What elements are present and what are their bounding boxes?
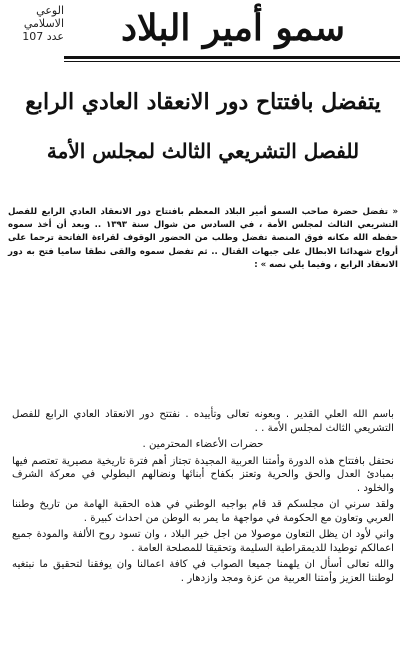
issue-label-line-1: الوعي <box>36 4 64 17</box>
masthead <box>64 0 400 62</box>
issue-label-line-3: عدد 107 <box>22 30 64 43</box>
masthead-rule-thin <box>64 61 400 62</box>
speech-salutation: حضرات الأعضاء المحترمين . <box>142 439 264 450</box>
headline: يتفضل بافتتاح دور الانعقاد العادي الرابع <box>25 89 381 115</box>
issue-label <box>2 4 64 43</box>
speech-paragraph-6: والله تعالى أسأل ان يلهمنا جميعا الصواب في كافة اعمالنا وان يوفقنا لتحقيق ما نبتغيه لوطننا العزيز وأمتنا العربية من عزة ومجد وازدهار . <box>12 559 394 584</box>
masthead-rule-thick <box>64 56 400 59</box>
speech-paragraph-5: واني لأود ان يظل التعاون موصولا من اجل خير البلاد ، وان تسود روح الألفة والمودة جميع اعمالكم توطيدا للديمقراطية السليمة وتحقيقا للمصلحة العامة . <box>12 529 394 554</box>
masthead-title: سمو أمير البلاد <box>121 7 345 49</box>
speech-paragraph-4: ولقد سرني ان مجلسكم قد قام بواجبه الوطني في هذه الحقبة الهامة من تاريخ وطننا العربي وتعاون مع الحكومة في مواجهة ما يمر به الوطن من احداث كبيرة . <box>12 499 394 524</box>
speech-paragraph-3: نحتفل بافتتاح هذه الدورة وأمتنا العربية المجيدة تجتاز أهم فترة تاريخية مصيرية تعتصم فيها بمبادئ العدل والحق والحرية وتعتز بكفاح أبنائها ونضالهم البطولي في معركة الشرف والخلود . <box>12 455 394 494</box>
subheadline: للفصل التشريعي الثالث لمجلس الأمة <box>46 139 360 163</box>
intro-text: « تفضل حضرة صاحب السمو أمير البلاد المعظم بافتتاح دور الانعقاد العادي الرابع للفصل التشريعي الثالث لمجلس الأمة ، في السادس من شوال سنة ١٣٩٣ .. وبعد أن أخذ سموه حفظه الله مكانه فوق المنصة تفضل وطلب من الحضور الوقوف لقراءة الفاتحة ترحما على أرواح شهدائنا الابطال على جبهات القتال .. ثم تفضل سموه والقى نطقا ساميا فتح به دور الانعقاد الرابع ، وفيما يلي نصه » : <box>8 207 398 270</box>
issue-label-line-2: الاسلامي <box>23 17 64 30</box>
intro-paragraph <box>8 206 398 272</box>
speech-body <box>12 408 394 588</box>
speech-paragraph-1: باسم الله العلي القدير . وبعونه تعالى وتأييده . نفتتح دور الانعقاد العادي الرابع للفصل التشريعي الثالث لمجلس الأمة . . <box>12 409 394 434</box>
